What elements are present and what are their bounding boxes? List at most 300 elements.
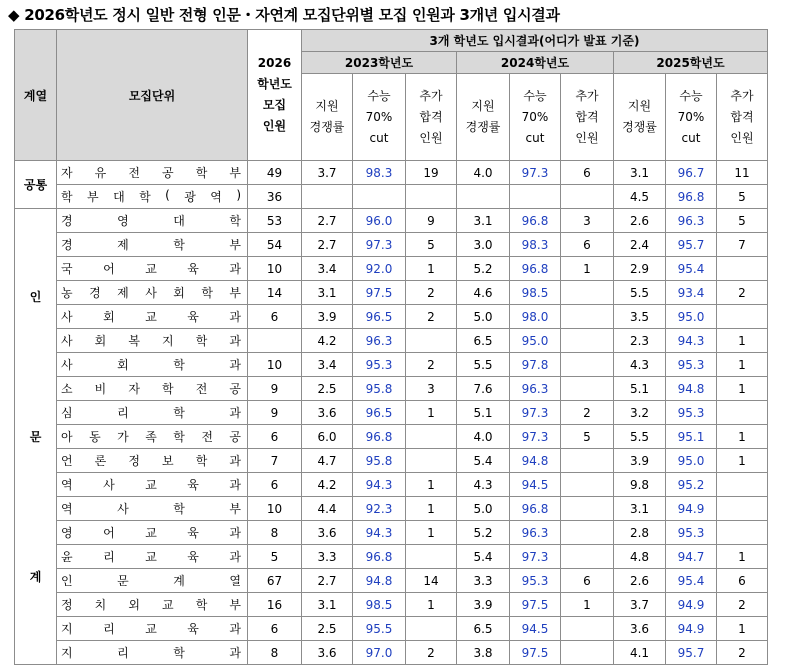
y2024-additional-cell: 5 bbox=[561, 425, 614, 449]
unit-name-cell bbox=[57, 305, 248, 329]
unit-name: 자 유 전 공 학 부 bbox=[61, 166, 241, 180]
quota-cell: 10 bbox=[248, 353, 302, 377]
category-char: 문 bbox=[29, 430, 42, 444]
subheader-line: 경쟁률 bbox=[622, 120, 657, 134]
y2025-cut70-cell: 95.2 bbox=[666, 473, 717, 497]
y2023-competition-cell: 4.4 bbox=[302, 497, 353, 521]
y2023-competition-cell: 3.7 bbox=[302, 161, 353, 185]
quota-cell: 53 bbox=[248, 209, 302, 233]
y2024-cut70-cell: 98.5 bbox=[510, 281, 561, 305]
unit-name: 소 비 자 학 전 공 bbox=[61, 382, 241, 396]
unit-name: 경 영 대 학 bbox=[61, 214, 241, 228]
subheader-competition bbox=[614, 74, 666, 161]
y2025-additional-cell: 1 bbox=[717, 353, 768, 377]
table-row bbox=[15, 641, 768, 665]
y2025-competition-cell: 3.1 bbox=[614, 161, 666, 185]
y2023-cut70-cell: 92.0 bbox=[353, 257, 406, 281]
table-row bbox=[15, 257, 768, 281]
unit-name: 정 치 외 교 학 부 bbox=[61, 598, 241, 612]
unit-name: 지 리 학 과 bbox=[61, 646, 241, 660]
y2023-additional-cell: 1 bbox=[406, 497, 457, 521]
y2025-additional-cell bbox=[717, 473, 768, 497]
y2025-additional-cell: 5 bbox=[717, 209, 768, 233]
y2025-additional-cell: 1 bbox=[717, 545, 768, 569]
y2024-additional-cell bbox=[561, 617, 614, 641]
y2023-additional-cell bbox=[406, 185, 457, 209]
y2023-additional-cell bbox=[406, 425, 457, 449]
y2023-competition-cell: 4.2 bbox=[302, 473, 353, 497]
y2025-additional-cell: 7 bbox=[717, 233, 768, 257]
unit-name-cell bbox=[57, 353, 248, 377]
y2023-cut70-cell: 95.8 bbox=[353, 377, 406, 401]
y2025-competition-cell: 4.8 bbox=[614, 545, 666, 569]
y2024-competition-cell: 3.9 bbox=[457, 593, 510, 617]
y2025-additional-cell bbox=[717, 401, 768, 425]
y2023-cut70-cell: 98.3 bbox=[353, 161, 406, 185]
table-row bbox=[15, 209, 768, 233]
y2024-competition-cell: 5.1 bbox=[457, 401, 510, 425]
y2024-additional-cell bbox=[561, 329, 614, 353]
y2023-additional-cell bbox=[406, 545, 457, 569]
y2025-competition-cell: 3.2 bbox=[614, 401, 666, 425]
y2024-additional-cell bbox=[561, 353, 614, 377]
y2023-competition-cell: 3.1 bbox=[302, 593, 353, 617]
y2024-competition-cell: 3.1 bbox=[457, 209, 510, 233]
subheader-line: 추가 bbox=[575, 88, 599, 103]
unit-name-cell bbox=[57, 185, 248, 209]
y2024-additional-cell bbox=[561, 497, 614, 521]
table-row bbox=[15, 305, 768, 329]
quota-cell: 6 bbox=[248, 617, 302, 641]
table-row bbox=[15, 377, 768, 401]
quota-cell: 14 bbox=[248, 281, 302, 305]
y2025-competition-cell: 3.9 bbox=[614, 449, 666, 473]
y2023-additional-cell: 2 bbox=[406, 281, 457, 305]
subheader-competition bbox=[457, 74, 510, 161]
y2025-additional-cell: 1 bbox=[717, 329, 768, 353]
y2025-cut70-cell: 95.7 bbox=[666, 233, 717, 257]
y2024-additional-cell: 6 bbox=[561, 161, 614, 185]
y2025-cut70-cell: 94.8 bbox=[666, 377, 717, 401]
category-vertical-label bbox=[15, 227, 56, 647]
y2025-competition-cell: 2.8 bbox=[614, 521, 666, 545]
y2023-competition-cell: 4.7 bbox=[302, 449, 353, 473]
y2023-additional-cell: 19 bbox=[406, 161, 457, 185]
unit-name: 언 론 정 보 학 과 bbox=[61, 454, 241, 468]
y2025-additional-cell bbox=[717, 305, 768, 329]
y2024-competition-cell: 4.3 bbox=[457, 473, 510, 497]
unit-name-cell bbox=[57, 473, 248, 497]
subheader-line: 지원 bbox=[315, 99, 339, 113]
table-row bbox=[15, 233, 768, 257]
unit-name: 인 문 계 열 bbox=[61, 574, 241, 588]
category-cell bbox=[15, 209, 57, 665]
y2025-competition-cell: 2.9 bbox=[614, 257, 666, 281]
subheader-line: cut bbox=[525, 130, 545, 145]
y2024-cut70-cell: 96.3 bbox=[510, 377, 561, 401]
y2024-competition-cell: 3.0 bbox=[457, 233, 510, 257]
subheader-line: 합격 bbox=[419, 109, 443, 124]
subheader-line: 지원 bbox=[627, 99, 652, 113]
y2023-additional-cell bbox=[406, 617, 457, 641]
y2023-competition-cell: 6.0 bbox=[302, 425, 353, 449]
y2023-cut70-cell: 92.3 bbox=[353, 497, 406, 521]
quota-cell: 49 bbox=[248, 161, 302, 185]
unit-name-cell bbox=[57, 425, 248, 449]
quota-cell: 54 bbox=[248, 233, 302, 257]
y2023-cut70-cell: 96.0 bbox=[353, 209, 406, 233]
unit-name-cell bbox=[57, 377, 248, 401]
quota-cell: 10 bbox=[248, 497, 302, 521]
y2024-competition-cell: 5.2 bbox=[457, 257, 510, 281]
unit-name-cell bbox=[57, 521, 248, 545]
quota-cell: 8 bbox=[248, 521, 302, 545]
table-row bbox=[15, 497, 768, 521]
y2024-cut70-cell: 97.5 bbox=[510, 593, 561, 617]
header-year-2023: 2023학년도 bbox=[302, 52, 457, 74]
y2025-cut70-cell: 95.0 bbox=[666, 305, 717, 329]
unit-name-cell bbox=[57, 449, 248, 473]
quota-cell: 8 bbox=[248, 641, 302, 665]
y2025-competition-cell: 5.1 bbox=[614, 377, 666, 401]
unit-name: 영 어 교 육 과 bbox=[61, 526, 241, 540]
y2023-competition-cell: 3.1 bbox=[302, 281, 353, 305]
y2024-cut70-cell: 96.3 bbox=[510, 521, 561, 545]
y2023-cut70-cell: 94.3 bbox=[353, 521, 406, 545]
page-title-text: 2026학년도 정시 일반 전형 인문・자연계 모집단위별 모집 인원과 3개년 입시결과 bbox=[24, 6, 560, 24]
y2025-competition-cell: 3.7 bbox=[614, 593, 666, 617]
y2024-competition-cell: 4.6 bbox=[457, 281, 510, 305]
subheader-cut70 bbox=[666, 74, 717, 161]
unit-name-cell bbox=[57, 641, 248, 665]
table-row bbox=[15, 353, 768, 377]
y2023-additional-cell: 2 bbox=[406, 353, 457, 377]
y2025-cut70-cell: 94.9 bbox=[666, 617, 717, 641]
y2023-competition-cell: 2.7 bbox=[302, 233, 353, 257]
y2024-cut70-cell: 98.0 bbox=[510, 305, 561, 329]
page-title bbox=[8, 4, 560, 22]
unit-name: 사 회 학 과 bbox=[61, 358, 241, 372]
category-cell: 공통 bbox=[15, 161, 57, 209]
y2024-additional-cell bbox=[561, 545, 614, 569]
y2023-cut70-cell: 96.8 bbox=[353, 545, 406, 569]
y2024-additional-cell bbox=[561, 449, 614, 473]
header-quota-line: 학년도 bbox=[257, 77, 292, 91]
y2024-additional-cell: 2 bbox=[561, 401, 614, 425]
y2025-cut70-cell: 94.3 bbox=[666, 329, 717, 353]
y2024-additional-cell: 1 bbox=[561, 257, 614, 281]
y2024-additional-cell bbox=[561, 281, 614, 305]
subheader-cut70 bbox=[353, 74, 406, 161]
y2025-cut70-cell: 94.9 bbox=[666, 497, 717, 521]
y2024-competition-cell: 3.3 bbox=[457, 569, 510, 593]
unit-name-cell bbox=[57, 281, 248, 305]
table-row bbox=[15, 161, 768, 185]
y2024-cut70-cell: 96.8 bbox=[510, 209, 561, 233]
header-quota-line: 모집 bbox=[262, 98, 287, 112]
header-year-2024: 2024학년도 bbox=[457, 52, 614, 74]
y2023-additional-cell: 2 bbox=[406, 305, 457, 329]
y2024-competition-cell: 5.0 bbox=[457, 497, 510, 521]
unit-name-cell bbox=[57, 593, 248, 617]
subheader-line: 수능 bbox=[523, 88, 547, 103]
y2025-cut70-cell: 95.3 bbox=[666, 353, 717, 377]
y2024-additional-cell bbox=[561, 377, 614, 401]
y2023-cut70-cell: 97.3 bbox=[353, 233, 406, 257]
table-row bbox=[15, 545, 768, 569]
y2023-additional-cell: 1 bbox=[406, 593, 457, 617]
y2025-additional-cell: 1 bbox=[717, 425, 768, 449]
unit-name-cell bbox=[57, 161, 248, 185]
table-row bbox=[15, 521, 768, 545]
unit-name: 아 동 가 족 학 전 공 bbox=[61, 430, 241, 444]
y2025-competition-cell: 2.4 bbox=[614, 233, 666, 257]
table-row bbox=[15, 593, 768, 617]
y2025-competition-cell: 4.5 bbox=[614, 185, 666, 209]
table-row bbox=[15, 425, 768, 449]
y2024-additional-cell: 1 bbox=[561, 593, 614, 617]
subheader-line: 경쟁률 bbox=[309, 120, 345, 134]
subheader-line: 합격 bbox=[730, 109, 754, 124]
y2023-competition-cell: 3.4 bbox=[302, 257, 353, 281]
y2024-additional-cell bbox=[561, 521, 614, 545]
y2025-cut70-cell: 94.9 bbox=[666, 593, 717, 617]
y2023-competition-cell: 3.9 bbox=[302, 305, 353, 329]
y2025-competition-cell: 5.5 bbox=[614, 425, 666, 449]
y2024-cut70-cell: 97.8 bbox=[510, 353, 561, 377]
y2023-cut70-cell: 96.8 bbox=[353, 425, 406, 449]
category-char: 인 bbox=[29, 290, 42, 304]
y2024-cut70-cell: 94.5 bbox=[510, 617, 561, 641]
y2024-competition-cell: 6.5 bbox=[457, 329, 510, 353]
quota-cell: 7 bbox=[248, 449, 302, 473]
subheader-line: 인원 bbox=[730, 130, 754, 145]
y2024-competition-cell: 6.5 bbox=[457, 617, 510, 641]
y2023-cut70-cell: 97.5 bbox=[353, 281, 406, 305]
unit-name: 사 회 교 육 과 bbox=[61, 310, 241, 324]
y2023-additional-cell: 1 bbox=[406, 521, 457, 545]
y2023-competition-cell bbox=[302, 185, 353, 209]
y2025-cut70-cell: 95.4 bbox=[666, 569, 717, 593]
y2025-competition-cell: 3.6 bbox=[614, 617, 666, 641]
y2024-cut70-cell: 95.0 bbox=[510, 329, 561, 353]
y2025-competition-cell: 2.3 bbox=[614, 329, 666, 353]
y2023-cut70-cell: 98.5 bbox=[353, 593, 406, 617]
y2023-cut70-cell: 95.8 bbox=[353, 449, 406, 473]
y2023-competition-cell: 2.7 bbox=[302, 569, 353, 593]
y2023-additional-cell: 2 bbox=[406, 641, 457, 665]
y2024-additional-cell bbox=[561, 641, 614, 665]
unit-name-cell bbox=[57, 497, 248, 521]
y2024-competition-cell: 5.0 bbox=[457, 305, 510, 329]
y2024-additional-cell bbox=[561, 473, 614, 497]
quota-cell: 16 bbox=[248, 593, 302, 617]
y2023-competition-cell: 2.5 bbox=[302, 377, 353, 401]
table-row bbox=[15, 185, 768, 209]
y2025-cut70-cell: 95.1 bbox=[666, 425, 717, 449]
unit-name: 경 제 학 부 bbox=[61, 238, 241, 252]
y2024-competition-cell: 5.4 bbox=[457, 545, 510, 569]
quota-cell: 67 bbox=[248, 569, 302, 593]
y2023-competition-cell: 3.6 bbox=[302, 641, 353, 665]
subheader-line: 70% bbox=[365, 109, 393, 124]
unit-name-cell bbox=[57, 329, 248, 353]
unit-name: 학 부 대 학 ( 광 역 ) bbox=[61, 188, 241, 204]
table-row bbox=[15, 569, 768, 593]
y2025-cut70-cell: 95.4 bbox=[666, 257, 717, 281]
y2025-competition-cell: 3.5 bbox=[614, 305, 666, 329]
quota-cell: 10 bbox=[248, 257, 302, 281]
y2025-cut70-cell: 93.4 bbox=[666, 281, 717, 305]
subheader-line: 70% bbox=[677, 109, 705, 124]
unit-name: 지 리 교 육 과 bbox=[61, 622, 241, 636]
subheader-line: 추가 bbox=[730, 88, 754, 103]
y2023-additional-cell: 1 bbox=[406, 473, 457, 497]
subheader-line: 추가 bbox=[419, 88, 443, 103]
subheader-line: cut bbox=[369, 130, 389, 145]
y2025-cut70-cell: 96.8 bbox=[666, 185, 717, 209]
subheader-competition bbox=[302, 74, 353, 161]
y2024-additional-cell bbox=[561, 305, 614, 329]
y2024-competition-cell: 5.5 bbox=[457, 353, 510, 377]
unit-name: 윤 리 교 육 과 bbox=[61, 550, 241, 564]
y2024-cut70-cell: 98.3 bbox=[510, 233, 561, 257]
y2025-additional-cell: 11 bbox=[717, 161, 768, 185]
unit-name: 국 어 교 육 과 bbox=[61, 262, 241, 276]
subheader-line: 지원 bbox=[471, 99, 495, 113]
y2023-additional-cell: 9 bbox=[406, 209, 457, 233]
quota-cell: 9 bbox=[248, 377, 302, 401]
header-quota-line: 인원 bbox=[262, 119, 287, 133]
y2025-cut70-cell: 94.7 bbox=[666, 545, 717, 569]
table-row bbox=[15, 473, 768, 497]
y2023-competition-cell: 3.4 bbox=[302, 353, 353, 377]
subheader-line: 수능 bbox=[367, 88, 391, 103]
y2024-cut70-cell: 97.5 bbox=[510, 641, 561, 665]
y2024-cut70-cell: 97.3 bbox=[510, 401, 561, 425]
y2023-additional-cell: 3 bbox=[406, 377, 457, 401]
y2024-cut70-cell: 95.3 bbox=[510, 569, 561, 593]
y2025-additional-cell: 6 bbox=[717, 569, 768, 593]
y2024-cut70-cell: 97.3 bbox=[510, 425, 561, 449]
subheader-line: cut bbox=[681, 130, 701, 145]
y2023-competition-cell: 3.3 bbox=[302, 545, 353, 569]
y2023-competition-cell: 3.6 bbox=[302, 401, 353, 425]
subheader-cut70 bbox=[510, 74, 561, 161]
y2025-cut70-cell: 96.7 bbox=[666, 161, 717, 185]
y2025-additional-cell: 2 bbox=[717, 281, 768, 305]
y2025-cut70-cell: 96.3 bbox=[666, 209, 717, 233]
quota-cell: 9 bbox=[248, 401, 302, 425]
subheader-additional bbox=[406, 74, 457, 161]
y2023-cut70-cell: 97.0 bbox=[353, 641, 406, 665]
y2023-competition-cell: 2.7 bbox=[302, 209, 353, 233]
y2024-cut70-cell: 97.3 bbox=[510, 161, 561, 185]
y2023-cut70-cell: 95.3 bbox=[353, 353, 406, 377]
y2023-cut70-cell: 94.8 bbox=[353, 569, 406, 593]
y2023-cut70-cell: 96.3 bbox=[353, 329, 406, 353]
y2024-competition-cell: 7.6 bbox=[457, 377, 510, 401]
y2025-additional-cell: 2 bbox=[717, 641, 768, 665]
y2023-competition-cell: 2.5 bbox=[302, 617, 353, 641]
quota-cell bbox=[248, 329, 302, 353]
y2025-competition-cell: 2.6 bbox=[614, 569, 666, 593]
y2023-cut70-cell: 94.3 bbox=[353, 473, 406, 497]
table-row bbox=[15, 401, 768, 425]
header-quota bbox=[248, 30, 302, 161]
y2023-additional-cell bbox=[406, 449, 457, 473]
y2025-additional-cell bbox=[717, 521, 768, 545]
table-row bbox=[15, 281, 768, 305]
y2023-cut70-cell: 95.5 bbox=[353, 617, 406, 641]
quota-cell: 6 bbox=[248, 425, 302, 449]
y2025-competition-cell: 9.8 bbox=[614, 473, 666, 497]
y2024-cut70-cell: 96.8 bbox=[510, 497, 561, 521]
y2025-additional-cell: 5 bbox=[717, 185, 768, 209]
header-results-title: 3개 학년도 입시결과(어디가 발표 기준) bbox=[302, 30, 768, 52]
y2024-additional-cell bbox=[561, 185, 614, 209]
y2024-competition-cell: 3.8 bbox=[457, 641, 510, 665]
header-category: 계열 bbox=[15, 30, 57, 161]
unit-name: 역 사 교 육 과 bbox=[61, 478, 241, 492]
subheader-line: 수능 bbox=[679, 88, 703, 103]
diamond-bullet-icon: ◆ bbox=[8, 6, 20, 24]
y2025-additional-cell bbox=[717, 497, 768, 521]
table-row bbox=[15, 449, 768, 473]
subheader-additional bbox=[561, 74, 614, 161]
subheader-line: 인원 bbox=[575, 130, 599, 145]
y2025-cut70-cell: 95.7 bbox=[666, 641, 717, 665]
y2024-competition-cell: 4.0 bbox=[457, 425, 510, 449]
unit-name-cell bbox=[57, 233, 248, 257]
y2025-competition-cell: 3.1 bbox=[614, 497, 666, 521]
y2023-competition-cell: 4.2 bbox=[302, 329, 353, 353]
y2025-additional-cell: 2 bbox=[717, 593, 768, 617]
y2024-additional-cell: 3 bbox=[561, 209, 614, 233]
y2025-competition-cell: 5.5 bbox=[614, 281, 666, 305]
quota-cell: 6 bbox=[248, 305, 302, 329]
unit-name-cell bbox=[57, 617, 248, 641]
y2023-cut70-cell: 96.5 bbox=[353, 401, 406, 425]
y2023-competition-cell: 3.6 bbox=[302, 521, 353, 545]
y2024-additional-cell: 6 bbox=[561, 569, 614, 593]
y2024-competition-cell: 4.0 bbox=[457, 161, 510, 185]
y2025-additional-cell: 1 bbox=[717, 377, 768, 401]
y2025-competition-cell: 2.6 bbox=[614, 209, 666, 233]
subheader-line: 경쟁률 bbox=[465, 120, 501, 134]
y2025-additional-cell: 1 bbox=[717, 617, 768, 641]
unit-name-cell bbox=[57, 257, 248, 281]
unit-name-cell bbox=[57, 569, 248, 593]
y2023-cut70-cell bbox=[353, 185, 406, 209]
y2024-cut70-cell: 94.8 bbox=[510, 449, 561, 473]
y2024-additional-cell: 6 bbox=[561, 233, 614, 257]
unit-name: 심 리 학 과 bbox=[61, 406, 241, 420]
y2024-competition-cell: 5.4 bbox=[457, 449, 510, 473]
quota-cell: 36 bbox=[248, 185, 302, 209]
subheader-additional bbox=[717, 74, 768, 161]
y2025-cut70-cell: 95.3 bbox=[666, 521, 717, 545]
y2023-cut70-cell: 96.5 bbox=[353, 305, 406, 329]
header-year-2025: 2025학년도 bbox=[614, 52, 768, 74]
subheader-line: 70% bbox=[521, 109, 549, 124]
y2024-competition-cell: 5.2 bbox=[457, 521, 510, 545]
unit-name: 농 경 제 사 회 학 부 bbox=[61, 286, 241, 300]
y2023-additional-cell: 5 bbox=[406, 233, 457, 257]
quota-cell: 6 bbox=[248, 473, 302, 497]
y2025-cut70-cell: 95.0 bbox=[666, 449, 717, 473]
unit-name-cell bbox=[57, 401, 248, 425]
